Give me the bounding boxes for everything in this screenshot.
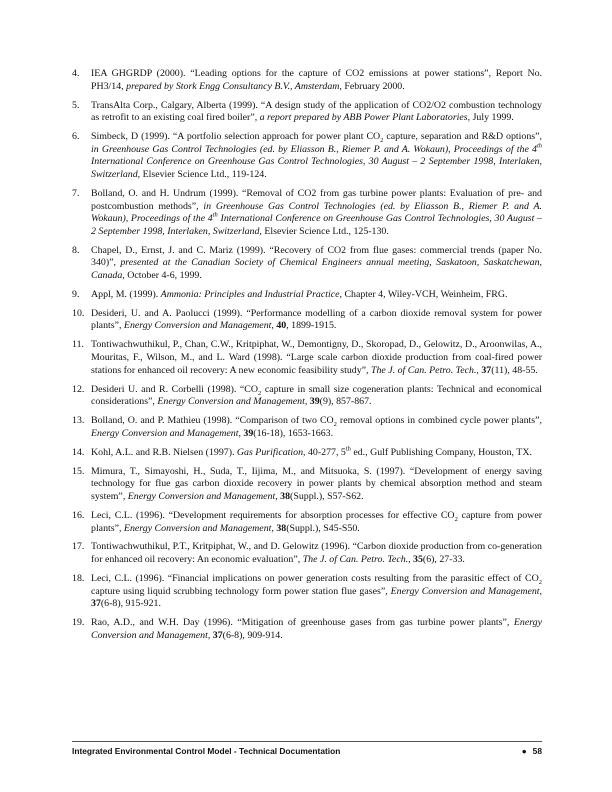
reference-number: 5. — [72, 99, 80, 111]
reference-segment: (Suppl.), S45-S50. — [286, 522, 360, 534]
reference-item — [72, 541, 542, 566]
reference-segment: presented at the Canadian Society of Chemical Engineers annual meeting, Saskatoon, Saskatchewan, Canada — [91, 257, 542, 281]
reference-item — [72, 447, 542, 460]
reference-segment: (6-8), 915-921. — [100, 598, 161, 610]
reference-segment: , October 4-6, 1999. — [122, 269, 202, 281]
reference-segment: Gas Purification — [236, 446, 304, 458]
reference-text — [91, 245, 542, 283]
reference-segment: Bolland, O. and P. Mathieu (1998). “Comparison of two CO — [91, 415, 334, 427]
reference-segment: 35 — [413, 554, 423, 566]
reference-segment: , — [539, 585, 542, 597]
reference-segment: Energy Conversion and Management — [390, 585, 540, 597]
reference-segment: International Conference on Greenhouse Gas Control Technologies, 30 August – 2 September 1998, Interlaken, Switzerland — [91, 213, 542, 237]
reference-segment: Simbeck, D (1999). “A portfolio selection approach for power plant CO — [91, 131, 381, 143]
reference-text — [91, 415, 542, 440]
reference-segment: , Elsevier Science Ltd., 119-124. — [137, 168, 267, 180]
reference-segment: IEA GHGRDP (2000). “Leading options for the capture of CO2 emissions at power stations”, Report No. PH3/14, — [91, 68, 542, 92]
reference-segment: (11), 48-55. — [491, 364, 538, 376]
reference-text — [91, 339, 542, 377]
reference-number: 12. — [72, 383, 85, 395]
reference-item — [72, 289, 542, 302]
reference-segment: 39 — [243, 427, 254, 439]
reference-segment: TransAlta Corp., Calgary, Alberta (1999). “A design study of the application of CO2/O2 combustion technology as retrofit to an existing coal fired boiler”, — [91, 99, 542, 124]
reference-segment: Tontiwachwuthikul, P.T., Kritpiphat, W., and D. Gelowitz (1996). “Carbon dioxide production from co-generation for enhanced oil recovery: An economic evaluation”, — [91, 541, 542, 566]
reference-text — [91, 188, 542, 238]
reference-segment: , — [476, 364, 482, 376]
reference-segment: 37 — [212, 629, 223, 641]
reference-segment: Energy Conversion and Management — [91, 617, 542, 641]
reference-segment: , July 1999. — [467, 112, 514, 124]
reference-number: 13. — [72, 415, 85, 427]
reference-segment: Mimura, T., Simayoshi, H., Suda, T., Iijima, M., and Mitsuoka, S. (1997). “Development of energy saving technology for flue gas carbon dioxide recovery in power plants by chemical absorption method and steam system”, — [91, 465, 542, 502]
reference-segment: 2 — [380, 137, 384, 145]
reference-segment: Appl, M. (1999). — [91, 288, 161, 300]
reference-segment: in Greenhouse Gas Control Technologies (ed. by Eliasson B., Riemer P. and A. Wokaun), Proceedings of the 4 — [91, 143, 537, 155]
reference-text — [91, 131, 542, 181]
reference-segment: Chapel, D., Ernst, J. and C. Mariz (1999). “Recovery of CO2 from flue gases: commercial trends (paper No. 340)”, — [91, 244, 542, 269]
reference-number: 6. — [72, 131, 80, 143]
reference-segment: 2 — [454, 515, 458, 523]
bullet-icon: ● — [521, 746, 527, 756]
reference-segment: 39 — [309, 396, 320, 408]
reference-number: 19. — [72, 617, 85, 629]
reference-text — [91, 68, 542, 93]
reference-segment: , 1899-1915. — [286, 320, 337, 332]
reference-segment: Desideri U. and R. Corbelli (1998). “CO — [91, 383, 259, 395]
reference-segment: (9), 857-867. — [319, 396, 372, 408]
reference-segment: Rao, A.D., and W.H. Day (1996). “Mitigation of greenhouse gases from gas turbine power plants”, — [91, 617, 514, 629]
reference-segment: , — [207, 629, 213, 641]
reference-text — [91, 466, 542, 504]
reference-segment: capture, separation and R&D options”, — [383, 131, 542, 143]
reference-item — [72, 466, 542, 504]
reference-segment: International Conference on Greenhouse Gas Control Technologies, 30 August – 2 September 1998, Interlaken, Switzerland — [91, 156, 542, 180]
reference-segment: a report prepared by ABB Power Plant Laboratories — [259, 112, 468, 124]
reference-list — [72, 68, 542, 649]
reference-item — [72, 339, 542, 377]
reference-number: 15. — [72, 465, 85, 477]
reference-number: 10. — [72, 307, 85, 319]
reference-segment: ed., Gulf Publishing Company, Houston, TX. — [350, 446, 532, 458]
reference-segment: , Elsevier Science Ltd., 125-130. — [259, 225, 389, 237]
reference-segment: th — [212, 211, 218, 219]
reference-item — [72, 415, 542, 440]
reference-segment: Energy Conversion and Management — [123, 522, 272, 534]
reference-segment: The J. of Can. Petro. Tech. — [371, 364, 477, 376]
reference-segment: capture from power plants”, — [91, 509, 542, 534]
reference-segment: Tontiwachwuthikul, P., Chan, C.W., Kritpiphat, W., Demontigny, D., Skoropad, D., Gelowitz, D., Aroonwilas, A., Mouritas, F., Wilson, M., and L. Ward (1998). “Large scale carbon dioxide production from coal-fired power stations for enhanced oil recovery: A new economic feasibility study”, — [91, 339, 542, 376]
reference-segment: , February 2000. — [339, 80, 405, 92]
reference-segment: Energy Conversion and Management — [157, 396, 305, 408]
reference-item — [72, 245, 542, 283]
reference-segment: (6-8), 909-914. — [222, 629, 283, 641]
reference-item — [72, 131, 542, 181]
reference-number: 4. — [72, 68, 80, 79]
reference-segment: (6), 27-33. — [422, 554, 465, 566]
reference-segment: Desideri, U. and A. Paolucci (1999). “Performance modelling of a carbon dioxide removal system for power plants”, — [91, 307, 542, 332]
reference-number: 14. — [72, 446, 85, 458]
reference-item — [72, 384, 542, 409]
reference-item — [72, 308, 542, 333]
reference-segment: in Greenhouse Gas Control Technologies (ed. by Eliasson B., Riemer P. and A. Wokaun), Proceedings of the 4 — [91, 200, 542, 225]
reference-segment: Kohl, A.L. and R.B. Nielsen (1997). — [91, 446, 237, 458]
reference-segment: 2 — [538, 579, 542, 587]
reference-segment: , — [275, 490, 281, 502]
reference-segment: , 40-277, 5 — [303, 446, 346, 458]
reference-segment: Energy Conversion and Management — [91, 427, 239, 439]
reference-segment: th — [536, 142, 542, 150]
reference-number: 7. — [72, 187, 80, 199]
footer-divider — [72, 741, 542, 742]
reference-text — [91, 100, 542, 125]
reference-segment: 2 — [258, 389, 262, 397]
reference-text — [91, 308, 542, 333]
reference-item — [72, 68, 542, 93]
reference-text — [91, 447, 542, 460]
reference-segment: , — [408, 554, 414, 566]
reference-segment: removal options in combined cycle power plants”, — [336, 415, 542, 427]
reference-text — [91, 289, 542, 302]
reference-segment: 38 — [280, 490, 291, 502]
reference-item — [72, 617, 542, 642]
reference-segment: Leci, C.L. (1996). “Financial implications on power generation costs resulting from the parasitic effect of CO — [91, 573, 539, 585]
reference-number: 11. — [72, 339, 84, 351]
reference-segment: , Chapter 4, Wiley-VCH, Weinheim, FRG. — [339, 288, 508, 300]
reference-text — [91, 384, 542, 409]
reference-text — [91, 573, 542, 611]
reference-number: 9. — [72, 288, 80, 300]
reference-text — [91, 617, 542, 642]
footer-title: Integrated Environmental Control Model - Technical Documentation — [72, 746, 341, 756]
reference-text — [91, 541, 542, 566]
footer-page-number-group — [522, 746, 542, 756]
reference-item — [72, 100, 542, 125]
reference-segment: 38 — [276, 522, 287, 534]
reference-number: 16. — [72, 509, 85, 521]
reference-segment: (16-18), 1653-1663. — [253, 427, 334, 439]
reference-text — [91, 510, 542, 535]
reference-segment: capture using liquid scrubbing technology form power station flue gases”, — [91, 585, 391, 597]
reference-segment: Energy Conversion and Management — [127, 490, 276, 502]
reference-item — [72, 188, 542, 238]
reference-segment: 40 — [276, 320, 287, 332]
reference-segment: 37 — [481, 364, 492, 376]
reference-segment: , — [271, 320, 277, 332]
reference-segment: prepared by Stork Engg Consultancy B.V., Amsterdam — [126, 80, 340, 92]
reference-segment: Ammonia: Principles and Industrial Practice — [160, 288, 340, 300]
reference-item — [72, 510, 542, 535]
reference-segment: th — [345, 445, 351, 453]
reference-segment: 2 — [333, 421, 337, 429]
reference-segment: , — [271, 522, 277, 534]
reference-item — [72, 573, 542, 611]
reference-segment: The J. of Can. Petro. Tech. — [302, 554, 409, 566]
reference-number: 8. — [72, 244, 80, 256]
reference-segment: capture in small size cogeneration plants: Technical and economical considerations”, — [91, 383, 542, 408]
reference-segment: (Suppl.), S57-S62. — [290, 490, 364, 502]
reference-segment: 37 — [91, 598, 101, 610]
reference-segment: Bolland, O. and H. Undrum (1999). “Removal of CO2 from gas turbine power plants: Evaluation of pre- and postcombustion methods”, — [91, 187, 542, 212]
page-number: 58 — [532, 746, 542, 756]
reference-segment: , — [238, 427, 244, 439]
reference-number: 17. — [72, 541, 85, 553]
reference-segment: Energy Conversion and Management — [123, 320, 272, 332]
reference-segment: , — [304, 396, 310, 408]
reference-number: 18. — [72, 573, 85, 585]
reference-segment: Leci, C.L. (1996). “Development requirements for absorption processes for effective CO — [91, 509, 455, 521]
